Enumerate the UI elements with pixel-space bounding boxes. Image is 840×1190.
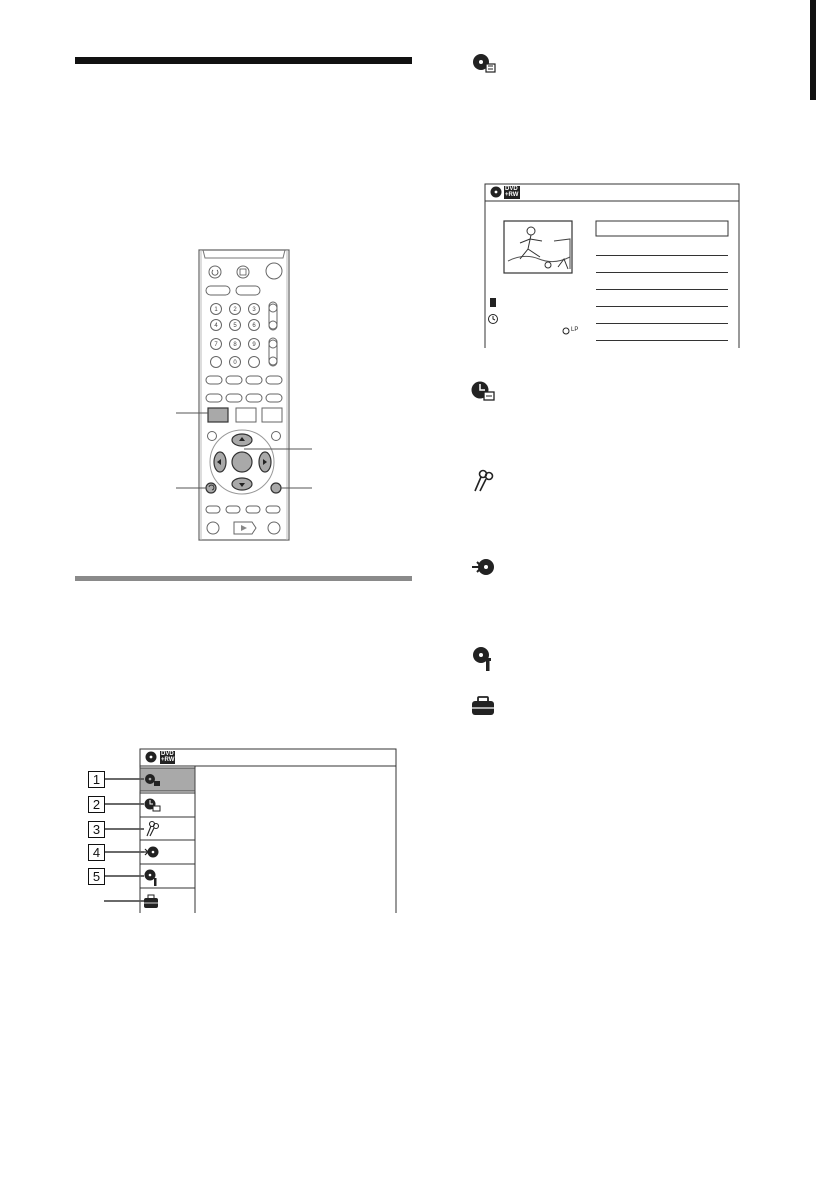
screen-badge-line1: DVD bbox=[505, 186, 518, 192]
title-field-line bbox=[596, 289, 728, 290]
mode-button[interactable] bbox=[236, 286, 260, 295]
title-field-line bbox=[596, 272, 728, 273]
title-thumbnail bbox=[504, 221, 572, 273]
setup-toolbox-icon bbox=[470, 695, 500, 717]
edit-scissors-icon bbox=[470, 467, 500, 493]
channel-rocker[interactable] bbox=[269, 338, 277, 366]
dubbing-icon bbox=[470, 556, 500, 578]
disc-setting-icon bbox=[470, 645, 500, 673]
power-button[interactable] bbox=[209, 266, 221, 278]
key-8-label: 8 bbox=[233, 342, 237, 348]
callout-number-2: 2 bbox=[88, 796, 105, 813]
rec-mode-label: LP bbox=[571, 327, 579, 333]
callout-number-5: 5 bbox=[88, 868, 105, 885]
key-5-label: 5 bbox=[233, 323, 237, 329]
key-2-label: 2 bbox=[233, 307, 237, 313]
callout-number-4: 4 bbox=[88, 844, 105, 861]
title-field-line bbox=[596, 306, 728, 307]
key-6-label: 6 bbox=[252, 323, 256, 329]
menu-badge-line2: +RW bbox=[161, 757, 175, 763]
chapter-title-rule bbox=[75, 57, 412, 64]
input-button[interactable] bbox=[206, 286, 230, 295]
key-7-label: 7 bbox=[214, 342, 218, 348]
system-menu-screen bbox=[139, 748, 397, 913]
menu-callout-lines bbox=[100, 765, 150, 910]
section-rule bbox=[75, 576, 412, 581]
title-field-line bbox=[596, 323, 728, 324]
volume-rocker[interactable] bbox=[269, 302, 277, 330]
key-9-label: 9 bbox=[252, 342, 256, 348]
callout-number-1: 1 bbox=[88, 771, 105, 788]
key-3-label: 3 bbox=[252, 307, 256, 313]
remote-callout-lines bbox=[170, 405, 320, 500]
tv-power-button[interactable] bbox=[266, 263, 282, 279]
callout-number-3: 3 bbox=[88, 821, 105, 838]
title-field-line bbox=[596, 340, 728, 341]
transport-buttons-row[interactable] bbox=[207, 522, 280, 534]
key-4-label: 4 bbox=[214, 323, 218, 329]
menu-badge-line1: DVD bbox=[161, 751, 174, 757]
screen-badge-line2: +RW bbox=[505, 192, 519, 198]
remote-control-illustration bbox=[170, 245, 320, 545]
title-list-icon bbox=[470, 52, 500, 74]
timer-icon bbox=[470, 380, 500, 404]
key-1-label: 1 bbox=[214, 307, 218, 313]
open-close-button[interactable] bbox=[237, 266, 249, 278]
key-0-label: 0 bbox=[233, 360, 237, 366]
thumb-tab-mark bbox=[810, 0, 816, 100]
title-field-line bbox=[596, 255, 728, 256]
